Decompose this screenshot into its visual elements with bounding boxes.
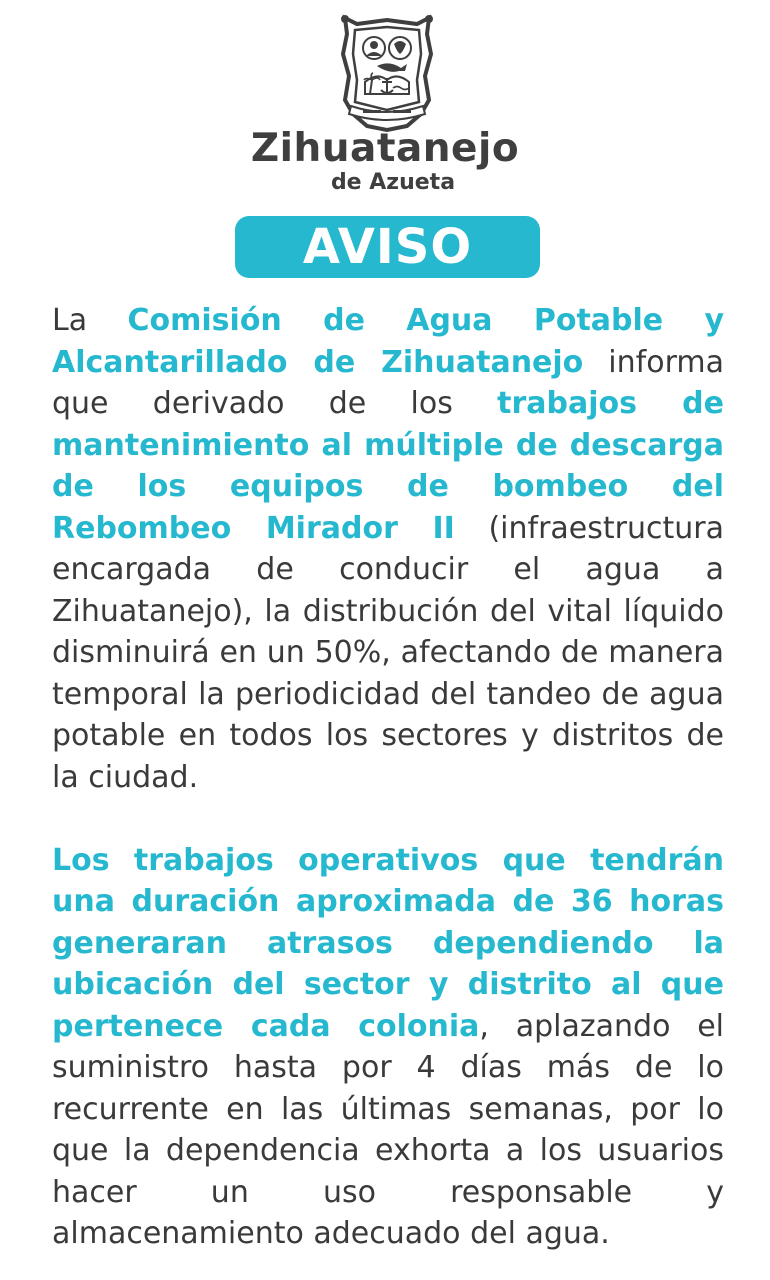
notice-paragraph-2 [52,840,724,1255]
aviso-label: AVISO [302,219,473,275]
city-name: Zihuatanejo [250,126,520,171]
notice-highlight: trabajos de mantenimiento al múltiple de descarga de los equipos de bombeo del Rebombeo Mirador II [52,386,724,546]
notice-text: La [52,303,128,338]
aviso-banner [235,216,540,278]
municipal-coat-of-arms-icon [337,14,437,132]
notice-paragraph-1 [52,300,724,798]
notice-text: informa que derivado de los [52,344,724,421]
notice-highlight: Comisión de Agua Potable y Alcantarillado de Zihuatanejo [52,303,725,380]
notice-body [52,300,724,1255]
city-subtitle: de Azueta [330,170,456,195]
header [0,0,770,200]
notice-text: (infraestructura encargada de conducir el agua a Zihuatanejo), la distribución del vital líquido disminuirá en un 50%, afectando de manera temporal la periodicidad del tandeo de agua potable en todos los sectores y distritos de la ciudad. [52,510,724,795]
notice-highlight: Los trabajos operativos que tendrán una duración aproximada de 36 horas generaran atrasos dependiendo la ubicación del sector y distrito al que pertenece cada colonia [52,842,724,1044]
notice-text: , aplazando el suministro hasta por 4 días más de lo recurrente en las últimas semanas, por lo que la dependencia exhorta a los usuarios hacer un uso responsable y almacenamiento adecuado del agua. [52,1008,724,1251]
